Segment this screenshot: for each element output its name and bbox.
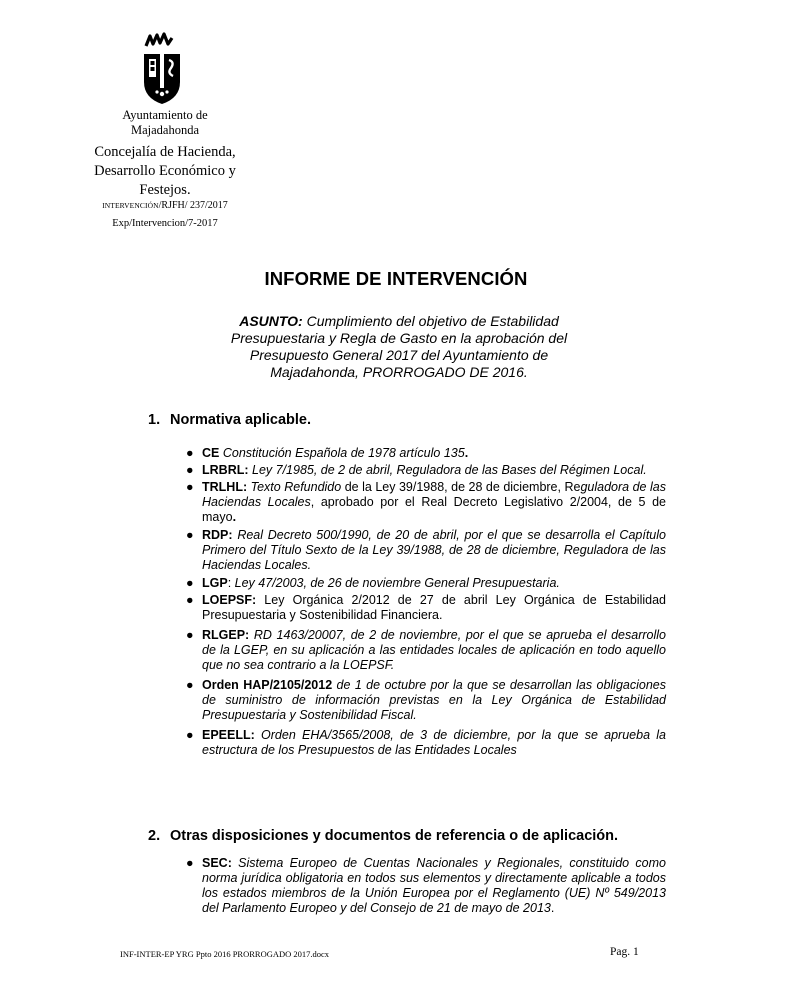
page-number: Pag. 1 (610, 946, 639, 958)
list-item (186, 593, 666, 623)
bullet-icon: ● (186, 856, 194, 870)
bullet-icon: ● (186, 728, 194, 742)
bullet-icon: ● (186, 446, 194, 460)
reference-suffix: /RJFH/ 237/2017 (158, 200, 228, 211)
bullet-icon: ● (186, 480, 194, 494)
item-tail: . (464, 446, 469, 460)
section-1-number: 1. (148, 412, 161, 428)
item-text: Constitución Española de 1978 artículo 135 (219, 446, 465, 460)
item-label: RDP: (202, 528, 233, 542)
item-tail: . (232, 510, 237, 524)
dept-line-1: Concejalía de Hacienda, (94, 144, 236, 160)
section-2-title: Otras disposiciones y documentos de referencia o de aplicación. (170, 828, 619, 844)
item-label: LOEPSF: (202, 593, 257, 607)
subject-label: ASUNTO: (239, 313, 303, 329)
section-1-title: Normativa aplicable. (170, 412, 312, 428)
dept-line-2: Desarrollo Económico y (94, 163, 236, 179)
item-text: de 1 de octubre por la que se desarrollan las obligaciones de suministro de información previstas en la Ley Orgánica de Estabilidad Presupuestaria y Sostenibilidad Fiscal. (202, 678, 666, 722)
item-text-italic-2: guladora de las Haciendas Locales (202, 480, 666, 509)
org-line-1: Ayuntamiento de (122, 108, 208, 122)
bullet-icon: ● (186, 576, 194, 590)
dept-line-3: Festejos. (139, 182, 191, 198)
list-item (186, 678, 666, 723)
item-text: Orden EHA/3565/2008, de 3 de diciembre, por la que se aprueba la estructura de los Presupuestos de las Entidades Locales (202, 728, 666, 757)
subject-text: Cumplimiento del objetivo de Estabilidad Presupuestaria y Regla de Gasto en la aprobación del Presupuesto General 2017 del Ayuntamiento de Majadahonda, PRORROGADO DE 2016. (230, 313, 568, 380)
section-2-heading (148, 828, 618, 844)
otras-disposiciones-list (186, 856, 666, 916)
section-2-number: 2. (148, 828, 161, 844)
item-label: TRLHL: (202, 480, 248, 494)
document-title: INFORME DE INTERVENCIÓN (264, 268, 528, 289)
bullet-icon: ● (186, 528, 194, 542)
org-name (90, 108, 240, 138)
item-text: Ley Orgánica 2/2012 de 27 de abril Ley Orgánica de Estabilidad Presupuestaria y Sostenibilidad Financiera. (202, 593, 666, 622)
item-label: CE (202, 446, 220, 460)
expedient-reference: Exp/Intervencion/7-2017 (112, 218, 218, 229)
list-item (186, 446, 666, 461)
item-tail: . (550, 901, 555, 915)
org-line-2: Majadahonda (130, 123, 200, 137)
item-label: SEC: (202, 856, 232, 870)
item-text-normal: de la Ley 39/1988, de 28 de diciembre, Re (341, 480, 581, 494)
list-item (186, 856, 666, 916)
bullet-icon: ● (186, 593, 194, 607)
list-item (186, 628, 666, 673)
list-item (186, 576, 666, 591)
item-text-normal: : (227, 576, 235, 590)
bullet-icon: ● (186, 463, 194, 477)
item-text-normal-2: , aprobado por el Real Decreto Legislativo 2/2004, de 5 de mayo (202, 495, 666, 524)
subject-paragraph (230, 313, 568, 381)
department-name (85, 143, 245, 200)
section-1-heading (148, 412, 311, 428)
item-text: Ley 47/2003, de 26 de noviembre General Presupuestaria. (234, 576, 560, 590)
item-label: LRBRL: (202, 463, 249, 477)
reference-prefix: INTERVENCIÓN (102, 201, 159, 210)
footer-filename: INF-INTER-EP YRG Ppto 2016 PRORROGADO 2017.docx (120, 949, 330, 959)
list-item (186, 463, 666, 478)
item-text: Sistema Europeo de Cuentas Nacionales y Regionales, constituido como norma jurídica obligatoria en todos sus elementos y directamente aplicable a todos los estados miembros de la Unión Europea por el Reglamento (UE) Nº 549/2013 del Parlamento Europeo y del Consejo de 21 de mayo de 2013 (202, 856, 666, 915)
item-label: EPEELL: (202, 728, 255, 742)
document-reference (90, 200, 240, 211)
item-label: LGP (202, 576, 228, 590)
normativa-list (186, 446, 666, 758)
item-text: Ley 7/1985, de 2 de abril, Reguladora de las Bases del Régimen Local. (248, 463, 647, 477)
item-text: RD 1463/20007, de 2 de noviembre, por el que se aprueba el desarrollo de la LGEP, en su aplicación a las entidades locales de aplicación en todo aquello que no sea contrario a la LOEPSF. (202, 628, 666, 672)
coat-of-arms-logo (138, 32, 186, 106)
list-item (186, 728, 666, 758)
list-item (186, 528, 666, 573)
item-text-italic: Texto Refundido (247, 480, 342, 494)
item-text: Real Decreto 500/1990, de 20 de abril, por el que se desarrolla el Capítulo Primero del Título Sexto de la Ley 39/1988, de 28 de diciembre, Reguladora de las Haciendas Locales. (202, 528, 666, 572)
item-label: RLGEP: (202, 628, 250, 642)
list-item (186, 480, 666, 525)
bullet-icon: ● (186, 628, 194, 642)
item-label: Orden HAP/2105/2012 (202, 678, 333, 692)
bullet-icon: ● (186, 678, 194, 692)
